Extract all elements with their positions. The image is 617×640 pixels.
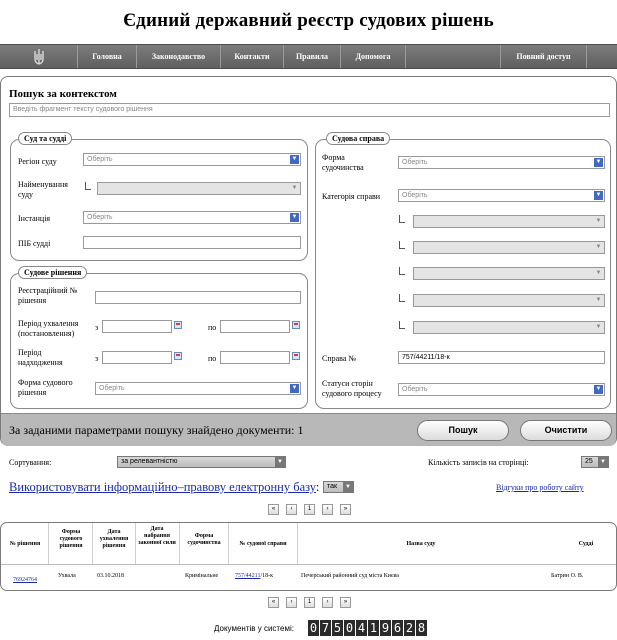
calendar-icon[interactable]	[292, 321, 300, 329]
subcategory-checkbox[interactable]	[399, 294, 405, 302]
clear-button[interactable]: Очистити	[520, 420, 612, 441]
case-group-legend: Судова справа	[326, 132, 390, 145]
decision-number-link[interactable]: 76924764	[13, 577, 37, 583]
pager-page-button[interactable]: 1	[304, 597, 315, 608]
counter-digit: 9	[381, 621, 390, 635]
col-header-date: Дата ухвалення рішення	[99, 529, 129, 549]
chevron-down-icon: ▼	[595, 297, 602, 303]
legal-base-row	[9, 480, 319, 495]
calendar-icon[interactable]	[292, 352, 300, 360]
chevron-down-icon: ▼	[595, 270, 602, 276]
nav-legislation[interactable]: Законодавство	[137, 45, 221, 68]
pager-last-button[interactable]: »	[340, 504, 351, 515]
chevron-down-icon: ▼	[291, 185, 298, 191]
chevron-down-icon: ▼	[275, 457, 285, 467]
judge-label: ПІБ судді	[18, 239, 51, 248]
nav-rules[interactable]: Правила	[284, 45, 341, 68]
pager-next-button[interactable]: ›	[322, 597, 333, 608]
region-select[interactable]: Оберіть ▼	[83, 153, 301, 166]
counter-digit: 5	[333, 621, 342, 635]
counter-digit: 8	[417, 621, 426, 635]
receipt-from-input[interactable]	[102, 351, 172, 364]
legal-base-select[interactable]: так ▼	[323, 481, 354, 493]
case-no-label: Справа №	[322, 354, 357, 363]
period-label: Період ухвалення (постановлення)	[18, 319, 79, 338]
pager-prev-button[interactable]: ‹	[286, 504, 297, 515]
chevron-down-icon: ▼	[598, 457, 608, 467]
receipt-to-label: по	[208, 354, 217, 363]
subcategory-checkbox[interactable]	[399, 215, 405, 223]
per-page-label: Кількість записів на сторінці:	[428, 458, 529, 467]
counter-digit: 7	[321, 621, 330, 635]
feedback-link[interactable]: Відгуки про роботу сайту	[496, 483, 584, 492]
pager-first-button[interactable]: «	[268, 504, 279, 515]
counter-digit: 1	[369, 621, 378, 635]
search-button[interactable]: Пошук	[417, 420, 509, 441]
docs-counter	[308, 620, 427, 636]
subcategory-checkbox[interactable]	[399, 267, 405, 275]
col-header-court: Назва суду	[406, 541, 436, 547]
subcategory-checkbox[interactable]	[399, 241, 405, 249]
chevron-down-icon: ▼	[595, 386, 602, 392]
context-search-title: Пошук за контекстом	[9, 88, 117, 100]
col-header-case: № судової справи	[239, 541, 287, 547]
pager-last-button[interactable]: »	[340, 597, 351, 608]
receipt-label: Період надходження	[18, 348, 63, 367]
row-form: Ухвала	[58, 573, 76, 579]
chevron-down-icon: ▼	[291, 385, 298, 391]
results-table	[0, 522, 617, 591]
subcategory-select-1	[413, 215, 605, 228]
row-proceeding: Кримінальне	[185, 573, 219, 579]
reg-no-label: Реєстраційний № рішення	[18, 286, 78, 305]
decision-group-legend: Судове рішення	[18, 266, 87, 279]
calendar-icon[interactable]	[174, 352, 182, 360]
docs-count-label: Документів у системі:	[214, 624, 294, 633]
col-header-form: Форма судового рішення	[59, 529, 83, 549]
subcategory-select-3	[413, 267, 605, 280]
period-from-label: з	[95, 323, 99, 332]
row-date: 03.10.2018	[97, 573, 124, 579]
period-to-input[interactable]	[220, 320, 290, 333]
period-from-input[interactable]	[102, 320, 172, 333]
counter-digit: 0	[309, 621, 318, 635]
chevron-down-icon: ▼	[291, 214, 298, 220]
instance-select[interactable]: Оберіть ▼	[83, 211, 301, 224]
col-header-judges: Судді	[578, 541, 594, 547]
row-judge: Батрин О. В.	[551, 573, 584, 579]
receipt-from-label: з	[95, 354, 99, 363]
counter-digit: 6	[393, 621, 402, 635]
calendar-icon[interactable]	[174, 321, 182, 329]
col-header-effective: Дата набрання законної сили	[138, 526, 176, 546]
party-status-label: Статуси сторін судового процесу	[322, 379, 382, 398]
category-label: Категорія справи	[322, 192, 381, 201]
pager-first-button[interactable]: «	[268, 597, 279, 608]
site-title: Єдиний державний реєстр судових рішень	[123, 10, 494, 31]
chevron-down-icon: ▼	[595, 159, 602, 165]
instance-label: Інстанція	[18, 214, 51, 223]
legal-base-colon: :	[315, 480, 320, 494]
context-search-input[interactable]: Введіть фрагмент тексту судового рішення	[9, 103, 610, 117]
subcategory-checkbox[interactable]	[399, 321, 405, 329]
main-navbar	[0, 44, 617, 69]
decision-form-label: Форма судового рішення	[18, 378, 73, 397]
counter-digit: 4	[357, 621, 366, 635]
category-select[interactable]: Оберіть ▼	[398, 189, 605, 202]
judge-input[interactable]	[83, 236, 301, 249]
legal-base-link[interactable]: Використовувати інформаційно–правову електронну базу	[9, 480, 316, 494]
case-form-label: Форма судочинства	[322, 153, 364, 172]
receipt-to-input[interactable]	[220, 351, 290, 364]
col-header-proceeding: Форма судочинства	[187, 533, 221, 546]
trident-icon[interactable]	[0, 45, 78, 68]
sort-label: Сортування:	[9, 458, 52, 467]
court-name-label: Найменування суду	[18, 180, 68, 199]
chevron-down-icon: ▼	[595, 218, 602, 224]
party-status-select[interactable]: Оберіть ▼	[398, 383, 605, 396]
case-number-link[interactable]: 757/44211	[235, 573, 261, 579]
subcategory-select-2	[413, 241, 605, 254]
per-page-select[interactable]: 25 ▼	[581, 456, 609, 468]
pager-page-button[interactable]: 1	[304, 504, 315, 515]
chevron-down-icon: ▼	[595, 192, 602, 198]
results-bar	[1, 413, 616, 446]
chevron-down-icon: ▼	[291, 156, 298, 162]
subcategory-select-5	[413, 321, 605, 334]
col-header-number: № рішення	[9, 541, 41, 547]
subcategory-select-4	[413, 294, 605, 307]
court-name-select	[97, 182, 301, 195]
chevron-down-icon: ▼	[595, 244, 602, 250]
region-label: Регіон суду	[18, 157, 57, 166]
nav-contacts[interactable]: Контакти	[221, 45, 284, 68]
reg-no-input[interactable]	[95, 291, 301, 304]
pager-prev-button[interactable]: ‹	[286, 597, 297, 608]
nav-home[interactable]: Головна	[78, 45, 137, 68]
nav-full-access[interactable]: Повний доступ	[500, 45, 587, 68]
nav-help[interactable]: Допомога	[341, 45, 406, 68]
row-case-number: 757/44211/18-к	[235, 573, 274, 579]
search-panel	[0, 76, 617, 446]
counter-digit: 0	[345, 621, 354, 635]
counter-digit: 2	[405, 621, 414, 635]
decision-form-select[interactable]: Оберіть ▼	[95, 382, 301, 395]
chevron-down-icon: ▼	[343, 482, 353, 492]
row-court: Печерський районний суд міста Києва	[301, 573, 399, 579]
case-no-input[interactable]: 757/44211/18-к	[398, 351, 605, 364]
court-group-legend: Суд та судді	[18, 132, 72, 145]
pager-next-button[interactable]: ›	[322, 504, 333, 515]
sort-select[interactable]: за релевантністю ▼	[117, 456, 286, 468]
chevron-down-icon: ▼	[595, 324, 602, 330]
period-to-label: по	[208, 323, 217, 332]
case-form-select[interactable]: Оберіть ▼	[398, 156, 605, 169]
found-count-text: За заданими параметрами пошуку знайдено документи: 1	[9, 423, 304, 437]
court-name-checkbox[interactable]	[85, 182, 91, 190]
